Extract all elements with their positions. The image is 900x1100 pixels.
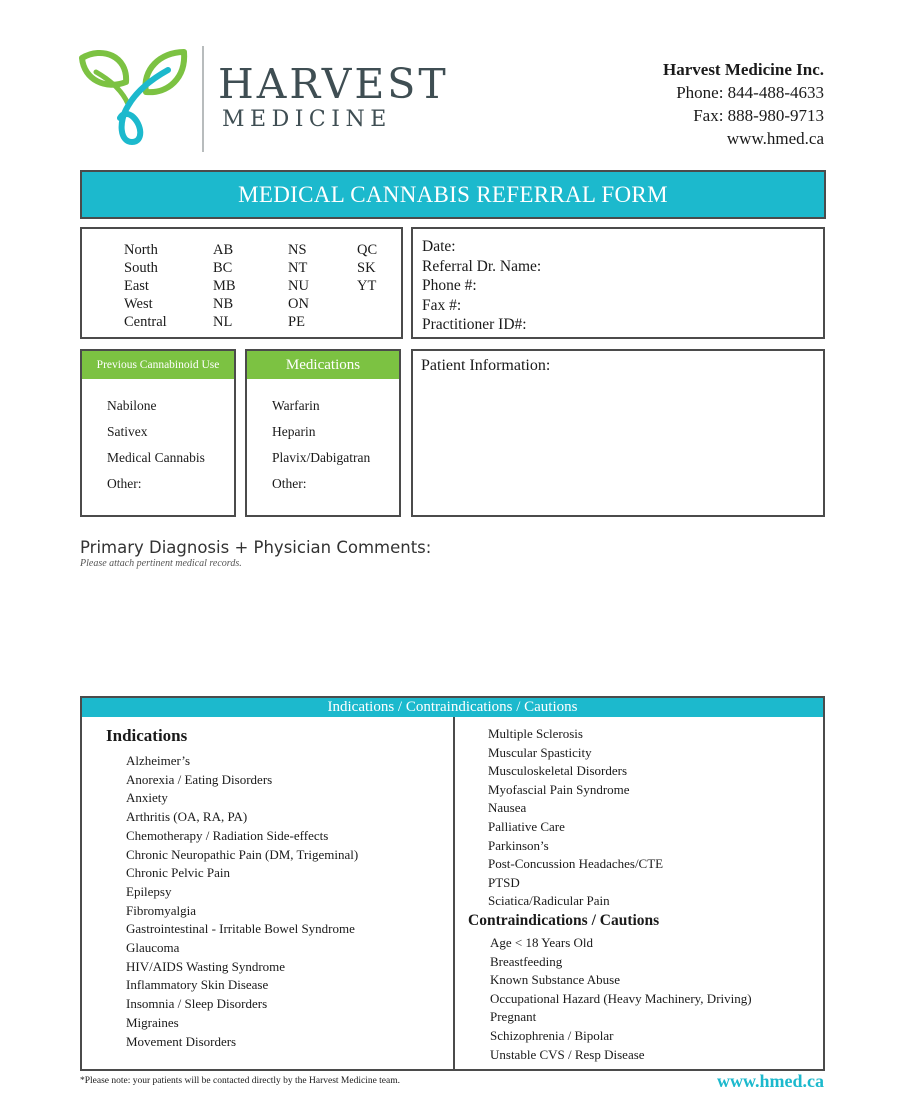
indications-list-right	[488, 725, 663, 911]
indication-item: Migraines	[126, 1014, 179, 1030]
indication-item: Anxiety	[126, 790, 168, 806]
contraindication-item: Occupational Hazard (Heavy Machinery, Driving)	[490, 990, 752, 1006]
medication-option[interactable]: Plavix/Dabigatran	[272, 450, 371, 465]
medication-option[interactable]: Heparin	[272, 424, 316, 439]
previous-use-header	[82, 351, 234, 379]
medications-header	[247, 351, 399, 379]
region-option[interactable]: East	[124, 278, 149, 294]
indication-item: Chemotherapy / Radiation Side-effects	[126, 827, 329, 843]
province-option[interactable]: NU	[288, 278, 309, 294]
previous-cannabinoid-use-box	[80, 349, 236, 517]
previous-use-other-field[interactable]: Other:	[107, 476, 142, 491]
indications-column-divider	[453, 717, 455, 1069]
indication-item: Chronic Neuropathic Pain (DM, Trigeminal)	[126, 846, 359, 862]
referral-doctor-name-field[interactable]: Referral Dr. Name:	[422, 257, 542, 275]
province-option[interactable]: AB	[213, 242, 234, 258]
fax-field[interactable]: Fax #:	[422, 296, 462, 314]
province-option[interactable]: PE	[288, 314, 305, 330]
contraindication-item: Schizophrenia / Bipolar	[490, 1027, 614, 1043]
harvest-medicine-logo-icon	[76, 46, 190, 150]
indication-item: Alzheimer’s	[126, 753, 191, 768]
province-option[interactable]: ON	[288, 296, 309, 312]
contraindication-item: Known Substance Abuse	[490, 972, 620, 988]
company-phone: Phone: 844-488-4633	[676, 83, 824, 102]
medications-box	[245, 349, 401, 517]
company-name: Harvest Medicine Inc.	[663, 60, 824, 79]
indication-item: Nausea	[488, 800, 527, 816]
company-fax: Fax: 888-980-9713	[693, 106, 824, 125]
previous-use-option[interactable]: Nabilone	[107, 398, 157, 413]
company-website[interactable]: www.hmed.ca	[726, 129, 824, 148]
indication-item: Musculoskeletal Disorders	[488, 763, 628, 779]
patient-information-box[interactable]	[411, 349, 825, 517]
contraindication-item: Pregnant	[490, 1009, 537, 1025]
indication-item: PTSD	[488, 874, 520, 890]
medication-other-field[interactable]: Other:	[272, 476, 307, 491]
medications-header-label: Medications	[285, 356, 361, 373]
indication-item: Palliative Care	[488, 818, 565, 834]
indication-item: Anorexia / Eating Disorders	[126, 771, 273, 787]
logo-divider	[202, 46, 204, 152]
practitioner-id-field[interactable]: Practitioner ID#:	[422, 316, 527, 333]
province-option[interactable]: BC	[213, 260, 233, 276]
indication-item: Myofascial Pain Syndrome	[488, 781, 630, 797]
direction-column	[124, 241, 167, 331]
patient-information-label: Patient Information:	[421, 357, 551, 374]
company-contact	[663, 58, 824, 150]
indication-item: Muscular Spasticity	[488, 744, 592, 760]
indication-item: Parkinson’s	[488, 837, 549, 853]
primary-diagnosis-title: Primary Diagnosis + Physician Comments:	[80, 538, 432, 557]
previous-use-option[interactable]: Sativex	[107, 424, 148, 439]
province-column-3	[357, 241, 377, 295]
region-option[interactable]: North	[124, 242, 158, 258]
brand-name: HARVEST	[218, 60, 449, 108]
form-title-banner	[80, 170, 826, 219]
form-title: MEDICAL CANNABIS REFERRAL FORM	[238, 181, 668, 207]
contraindication-item: Age < 18 Years Old	[490, 935, 594, 950]
indication-item: Glaucoma	[126, 940, 180, 956]
province-option[interactable]: QC	[357, 242, 378, 258]
indication-item: HIV/AIDS Wasting Syndrome	[126, 958, 286, 974]
indication-item: Multiple Sclerosis	[488, 726, 583, 741]
phone-field[interactable]: Phone #:	[422, 277, 477, 294]
indication-item: Sciatica/Radicular Pain	[488, 893, 610, 909]
footer-note: *Please note: your patients will be contacted directly by the Harvest Medicine team.	[80, 1076, 400, 1086]
region-selection-box	[80, 227, 403, 339]
indication-item: Inflammatory Skin Disease	[126, 977, 269, 993]
indication-item: Gastrointestinal - Irritable Bowel Syndrome	[126, 921, 355, 937]
indications-list-left	[126, 752, 358, 1051]
province-option[interactable]: NS	[288, 242, 307, 258]
date-field[interactable]: Date:	[422, 238, 456, 255]
region-option[interactable]: South	[124, 260, 158, 276]
province-column-1	[213, 241, 236, 331]
province-column-2	[288, 241, 309, 331]
previous-use-header-label: Previous Cannabinoid Use	[96, 359, 220, 371]
indication-item: Epilepsy	[126, 883, 172, 899]
brand-subname: MEDICINE	[222, 107, 392, 132]
indications-heading: Indications	[106, 726, 188, 745]
region-option[interactable]: West	[124, 296, 153, 312]
contraindications-heading: Contraindications / Cautions	[468, 912, 660, 929]
region-option[interactable]: Central	[124, 314, 167, 330]
province-option[interactable]: SK	[357, 260, 376, 276]
province-option[interactable]: NL	[213, 314, 233, 330]
indication-item: Movement Disorders	[126, 1033, 237, 1049]
province-option[interactable]: NB	[213, 296, 234, 312]
contraindications-list	[490, 934, 752, 1064]
footer-website-link[interactable]: www.hmed.ca	[717, 1071, 824, 1091]
contraindication-item: Unstable CVS / Resp Disease	[490, 1046, 645, 1062]
medication-option[interactable]: Warfarin	[272, 398, 320, 413]
previous-use-option[interactable]: Medical Cannabis	[107, 450, 205, 465]
indication-item: Post-Concussion Headaches/CTE	[488, 856, 664, 872]
province-option[interactable]: YT	[357, 278, 377, 294]
indications-table	[80, 696, 825, 1071]
referral-doctor-box	[411, 227, 825, 339]
indication-item: Insomnia / Sleep Disorders	[126, 996, 268, 1012]
indication-item: Arthritis (OA, RA, PA)	[126, 809, 248, 825]
indication-item: Fibromyalgia	[126, 902, 197, 918]
province-option[interactable]: MB	[213, 278, 236, 294]
indication-item: Chronic Pelvic Pain	[126, 865, 230, 881]
indications-table-header: Indications / Contraindications / Cautions	[82, 698, 823, 717]
province-option[interactable]: NT	[288, 260, 308, 276]
contraindication-item: Breastfeeding	[490, 953, 563, 969]
primary-diagnosis-note: Please attach pertinent medical records.	[80, 558, 242, 569]
